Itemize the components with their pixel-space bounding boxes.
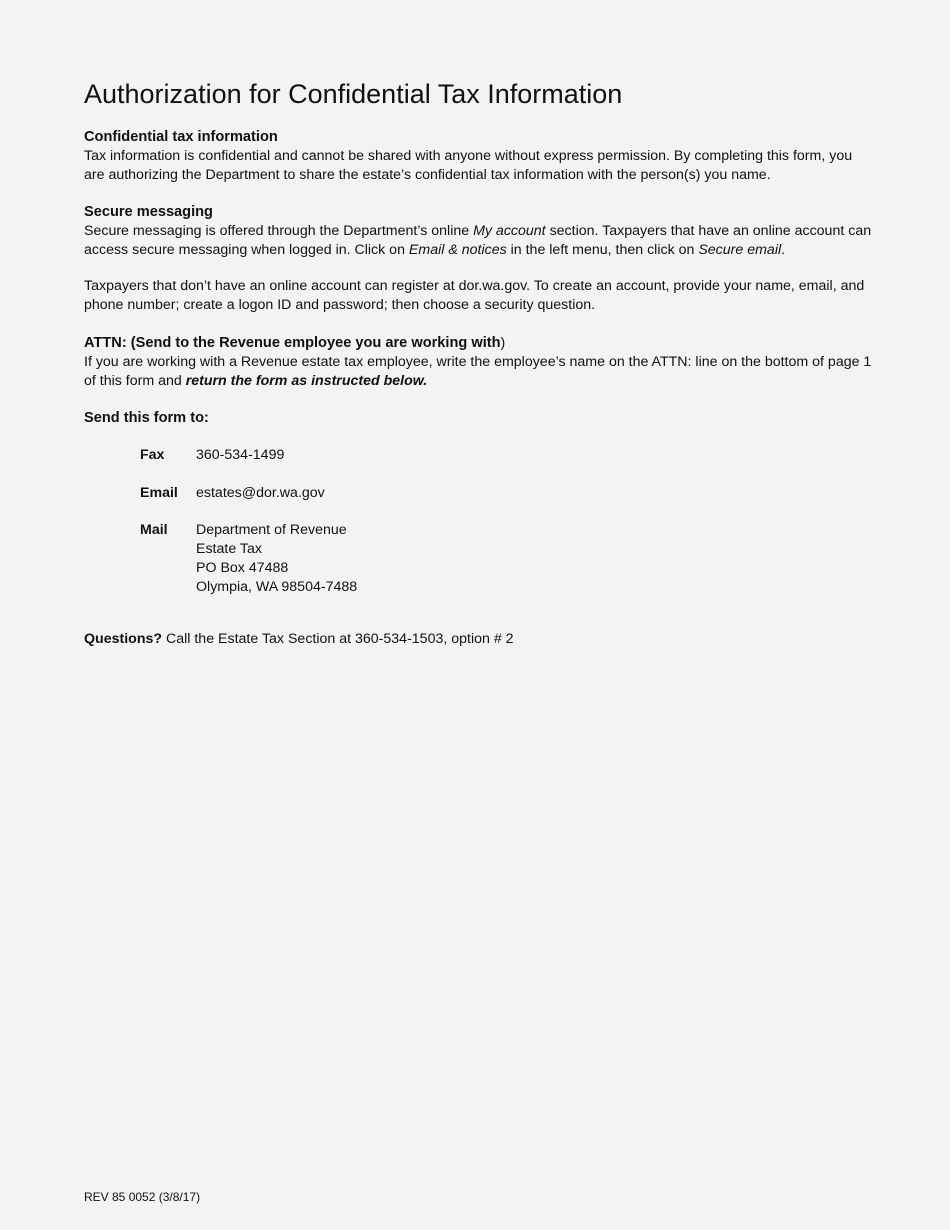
email-notices-text: Email & notices	[408, 242, 507, 258]
secure-messaging-section	[84, 203, 874, 260]
confidential-body: Tax information is confidential and cannot be shared with anyone without express permission. By completing this form, you are authorizing the Department to share the estate’s confidential tax information with the person(s) you name.	[84, 148, 853, 183]
send-heading: Send this form to:	[84, 410, 209, 426]
attn-section	[84, 334, 874, 391]
questions-text: Call the Estate Tax Section at 360-534-1503, option # 2	[162, 631, 514, 647]
attn-body	[84, 353, 874, 391]
email-label: Email	[140, 485, 178, 501]
page-title: Authorization for Confidential Tax Information	[84, 79, 623, 109]
fax-number: 360-534-1499	[196, 447, 285, 463]
secure-text-3: in the left menu, then click on	[506, 242, 699, 258]
questions-section	[84, 630, 874, 649]
mail-line: Estate Tax	[196, 541, 262, 557]
register-paragraph: Taxpayers that don’t have an online account can register at dor.wa.gov. To create an account, provide your name, email, and phone number; create a logon ID and password; then choose a security question.	[84, 278, 865, 313]
secure-email-text: Secure email	[698, 242, 782, 258]
mail-address	[196, 521, 357, 597]
fax-label: Fax	[140, 447, 165, 463]
confidential-heading: Confidential tax information	[84, 129, 278, 145]
secure-messaging-paragraph	[84, 222, 874, 260]
mail-line: Department of Revenue	[196, 522, 347, 538]
attn-body-text: If you are working with a Revenue estate tax employee, write the employee’s name on the ATTN: line on the bottom of page 1 of this form and	[84, 354, 872, 389]
questions-label: Questions?	[84, 631, 163, 647]
attn-heading-close: )	[500, 335, 506, 351]
send-section	[84, 409, 874, 428]
secure-text-1: Secure messaging is offered through the Department’s online	[84, 223, 474, 239]
mail-line: PO Box 47488	[196, 560, 289, 576]
attn-body-emphasis: return the form as instructed below.	[185, 373, 428, 389]
email-address: estates@dor.wa.gov	[196, 485, 325, 501]
attn-heading-line	[84, 334, 874, 353]
register-section	[84, 277, 874, 315]
mail-label: Mail	[140, 522, 168, 538]
attn-heading: ATTN: (Send to the Revenue employee you are working with	[84, 335, 501, 351]
secure-text-4: .	[781, 242, 786, 258]
secure-messaging-heading: Secure messaging	[84, 204, 213, 220]
confidential-section	[84, 128, 874, 185]
my-account-text: My account	[473, 223, 546, 239]
mail-line: Olympia, WA 98504-7488	[196, 579, 358, 595]
secure-text-2: section. Taxpayers that have an online account can access secure messaging when logged in. Click on	[84, 223, 872, 258]
form-number-footer: REV 85 0052 (3/8/17)	[84, 1190, 201, 1204]
